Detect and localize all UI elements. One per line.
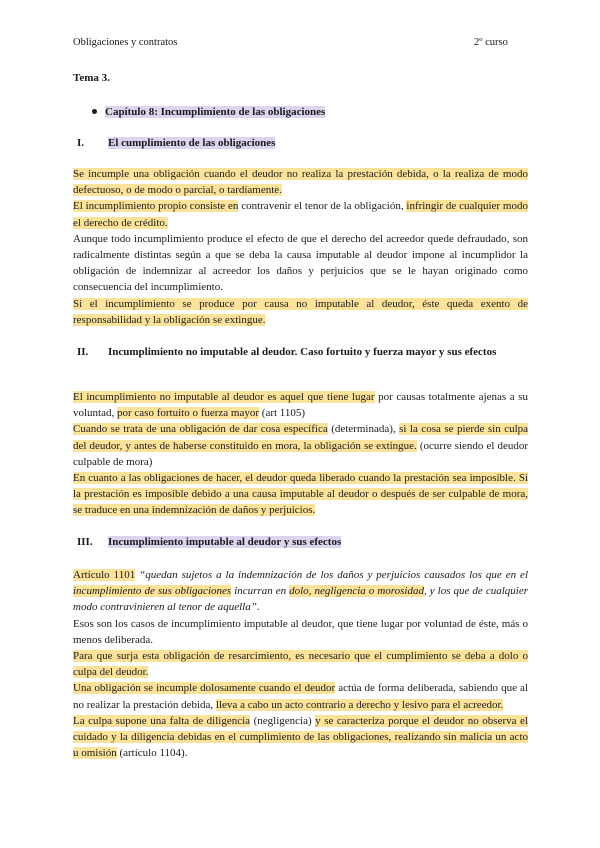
- text: (art 1105): [259, 407, 306, 420]
- highlighted-text: El incumplimiento no imputable al deudor es aquel que tiene lugar: [73, 391, 375, 403]
- section-title: El cumplimiento de las obligaciones: [108, 137, 276, 149]
- section-title: Incumplimiento no imputable al deudor. Caso fortuito y fuerza mayor y sus efectos: [108, 346, 497, 358]
- quote-text: , y los que de cualquier modo contravinieren al tenor de aquella”: [73, 585, 528, 614]
- section-number: I.: [77, 137, 85, 149]
- bullet-icon: [92, 109, 97, 114]
- header-course: 2º curso: [474, 37, 508, 48]
- highlighted-text: En cuanto a las obligaciones de hacer, el deudor queda liberado cuando la prestación sea imposible. Si la prestación es imposible debido a una causa imputable al deudor o después de ser culpable de mora, se traduce en una indemnización de daños y perjuicios.: [73, 472, 528, 517]
- highlighted-quote: dolo, negligencia o morosidad: [289, 585, 424, 598]
- highlighted-text: por caso fortuito o fuerza mayor: [117, 407, 260, 420]
- text: contravenir el tenor de la obligación,: [238, 200, 407, 213]
- highlighted-text: Si el incumplimiento se produce por causa no imputable al deudor, éste queda exento de responsabilidad y la obligación se extingue.: [73, 297, 528, 326]
- paragraph: [73, 648, 528, 680]
- chapter-heading: [92, 106, 325, 118]
- header-subject: Obligaciones y contratos: [73, 37, 178, 48]
- section-number: III.: [77, 536, 93, 548]
- highlighted-text: La culpa supone una falta de diligencia: [73, 714, 251, 727]
- section-heading-1: [77, 137, 275, 149]
- chapter-title: Capítulo 8: Incumplimiento de las obligaciones: [105, 106, 326, 118]
- highlighted-text: Para que surja esta obligación de resarcimiento, es necesario que el cumplimiento se deba a dolo o culpa del deudor.: [73, 650, 528, 679]
- highlighted-text: Se incumple una obligación cuando el deudor no realiza la prestación debida, o la realiza de modo defectuoso, o de modo o parcial, o tardíamente.: [73, 168, 528, 197]
- highlighted-text: Cuando se trata de una obligación de dar cosa específica: [73, 423, 328, 436]
- text: (negligencia): [250, 714, 316, 727]
- highlighted-text: Una obligación se incumple dolosamente cuando el deudor: [73, 682, 336, 695]
- paragraph: [73, 296, 528, 328]
- paragraph: [73, 713, 528, 762]
- paragraph: [73, 567, 528, 616]
- paragraph: [73, 166, 528, 198]
- section-heading-3: [77, 536, 341, 548]
- text: Esos son los casos de incumplimiento imputable al deudor, que tiene lugar por voluntad de éste, más o menos deliberada.: [73, 617, 528, 646]
- paragraph: [73, 231, 528, 296]
- highlighted-text: si la cosa se pierde sin culpa del deudor, y antes de haberse constituido en mora, la obligación se extingue.: [73, 423, 529, 452]
- section-number: II.: [77, 346, 89, 358]
- highlighted-text: El incumplimiento propio consiste en: [73, 200, 239, 213]
- quote-text: incurran en: [231, 585, 290, 598]
- paragraph: [73, 198, 528, 230]
- section-heading-2: [77, 345, 528, 360]
- text: (determinada),: [327, 423, 400, 436]
- section-title: Incumplimiento imputable al deudor y sus efectos: [108, 536, 342, 548]
- text: .: [256, 601, 260, 614]
- highlighted-quote: incumplimiento de sus obligaciones: [73, 585, 232, 598]
- highlighted-text: Artículo 1101: [73, 569, 136, 581]
- quote-text: “quedan sujetos a la indemnización de los daños y perjuicios causados los que en el: [135, 569, 528, 581]
- highlighted-text: y se caracteriza porque el deudor no observa el cuidado y la diligencia debidas en el cumplimiento de las obligaciones, realizando sin malicia un acto u omisión: [73, 714, 528, 760]
- section-2-body: [73, 389, 528, 519]
- paragraph: [73, 389, 528, 421]
- paragraph: [73, 680, 528, 712]
- highlighted-text: infringir de cualquier modo el derecho de crédito.: [73, 200, 528, 229]
- highlighted-text: lleva a cabo un acto contrario a derecho y lesivo para el acreedor.: [215, 698, 504, 711]
- text: Aunque todo incumplimiento produce el efecto de que el derecho del acreedor quede defraudado, son radicalmente distintas según a que se deba la causa imputable al deudor impone al incumplidor la obligación de indemnizar al acreedor los daños y perjuicios que se le hayan originado como consecuencia del incumplimiento.: [73, 232, 528, 294]
- paragraph: [73, 470, 528, 519]
- topic-title: Tema 3.: [73, 72, 110, 84]
- text: por causas totalmente ajenas a su voluntad,: [73, 391, 528, 420]
- text: actúa de forma deliberada, sabiendo que al no realizar la prestación debida,: [73, 682, 528, 711]
- section-1-body: [73, 166, 528, 328]
- paragraph: [73, 616, 528, 648]
- text: (ocurre siendo el deudor culpable de mora): [73, 439, 528, 468]
- paragraph: [73, 421, 528, 470]
- text: (artículo 1104).: [116, 747, 188, 760]
- section-3-body: [73, 567, 528, 761]
